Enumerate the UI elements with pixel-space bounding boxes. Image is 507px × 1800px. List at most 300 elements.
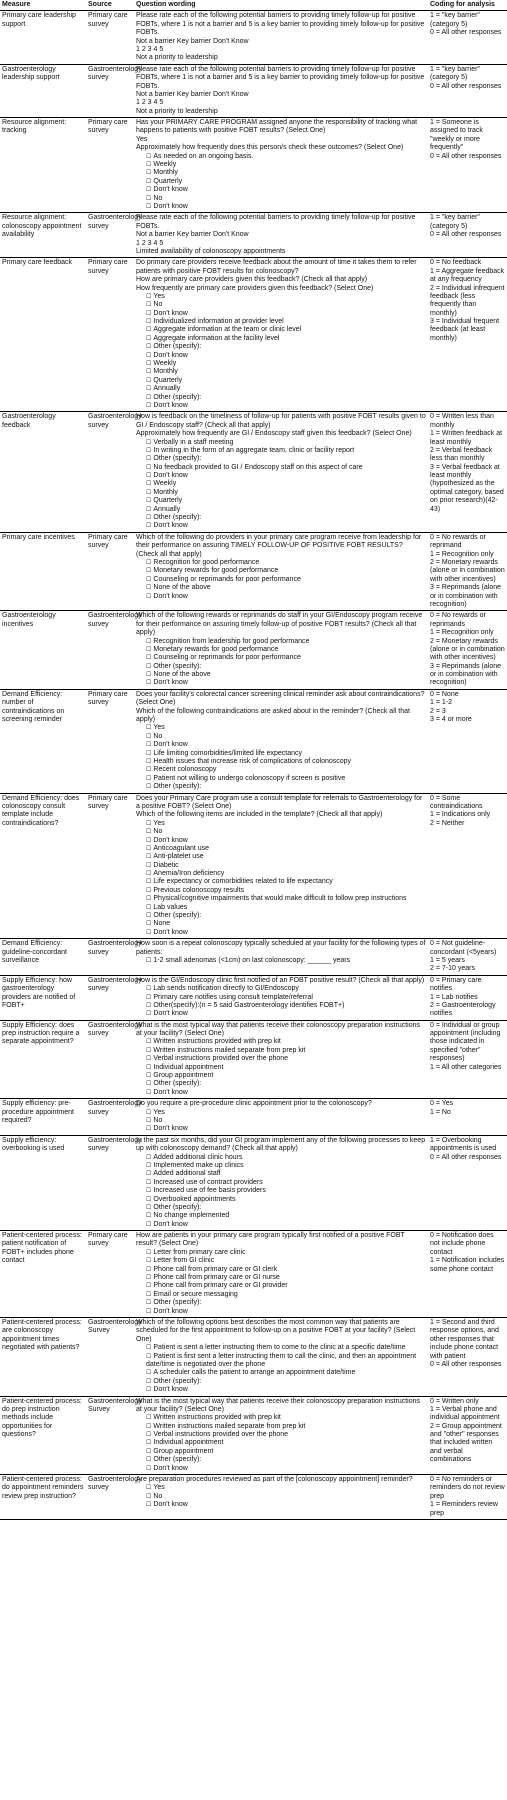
coding-cell bbox=[428, 1396, 507, 1475]
question-text: Please rate each of the following potential barriers to providing timely follow-up for positive FOBTs. bbox=[136, 214, 416, 230]
table-row bbox=[0, 64, 507, 117]
coding-line: 2 = Individual infrequent feedback (less frequently than monthly) bbox=[430, 284, 505, 317]
header-coding: Coding for analysis bbox=[428, 0, 507, 11]
coding-cell bbox=[428, 11, 507, 64]
answer-option: ☐ Written instructions provided with prep kit bbox=[136, 1414, 426, 1422]
coding-line: 0 = All other responses bbox=[430, 231, 502, 239]
coding-cell bbox=[428, 532, 507, 611]
answer-option: ☐ Life expectancy or comorbidities related to life expectancy bbox=[136, 878, 426, 886]
answer-option: ☐ No bbox=[136, 301, 426, 309]
question-text: Which of the following items are included in the template? (Check all that apply) bbox=[136, 811, 383, 819]
answer-option: ☐ Don't know bbox=[136, 310, 426, 318]
answer-option: ☐ No bbox=[136, 195, 426, 203]
answer-option: ☐ Don't know bbox=[136, 741, 426, 749]
table-row bbox=[0, 1135, 507, 1230]
answer-option: ☐ As needed on an ongoing basis. bbox=[136, 153, 426, 161]
coding-line: 3 = Reprimands (alone or in combination with recognition) bbox=[430, 662, 502, 687]
answer-option: ☐ Recognition for good performance bbox=[136, 559, 426, 567]
coding-line: 0 = No rewards or reprimand bbox=[430, 533, 486, 550]
coding-line: 2 = Verbal feedback less than monthly bbox=[430, 446, 493, 463]
question-text: Not a priority to leadership bbox=[136, 54, 218, 62]
header-measure: Measure bbox=[0, 0, 86, 11]
answer-option: ☐ Yes bbox=[136, 1484, 426, 1492]
header-source: Source bbox=[86, 0, 134, 11]
source-cell: Primary care survey bbox=[86, 532, 134, 611]
coding-line: 1 = 1-2 bbox=[430, 699, 452, 707]
answer-option: ☐ Patient is first sent a letter instructing them to call the clinic, and then an appointment date/time is negotiated over the phone bbox=[136, 1353, 426, 1370]
answer-option: ☐ 1-2 small adenomas (<1cm) on last colonoscopy: ______ years bbox=[136, 957, 426, 965]
answer-option: ☐ Monthly bbox=[136, 368, 426, 376]
question-text: How are patients in your primary care program typically first notified of a positive FOBT result? (Select One) bbox=[136, 1232, 405, 1248]
coding-line: 1 = Second and third response options, and other responses that include phone contact with patient bbox=[430, 1318, 499, 1360]
table-row bbox=[0, 1231, 507, 1318]
coding-line: 2 = Gastroenterology notifies bbox=[430, 1001, 496, 1018]
coding-cell bbox=[428, 118, 507, 213]
question-text: Does your facility's colorectal cancer screening clinical reminder ask about contraindications? (Select One) bbox=[136, 690, 425, 707]
answer-option: ☐ Increased use of contract providers bbox=[136, 1179, 426, 1187]
coding-line: 0 = All other responses bbox=[430, 1360, 502, 1368]
answer-option: ☐ Letter from GI clinic bbox=[136, 1257, 426, 1265]
answer-option: ☐ Other (specify): bbox=[136, 912, 426, 920]
question-text: What is the most typical way that patients receive their colonoscopy preparation instructions at your facility? (Select One) bbox=[136, 1397, 421, 1413]
answer-option: ☐ Health issues that increase risk of complications of colonoscopy bbox=[136, 758, 426, 766]
measure-cell: Patient-centered process: do appointment reminders review prep instruction? bbox=[0, 1475, 86, 1520]
coding-line: 2 = Monetary rewards (alone or in combination with other incentives) bbox=[430, 559, 505, 583]
measure-cell: Supply efficiency: pre-procedure appointment required? bbox=[0, 1099, 86, 1136]
answer-option: ☐ Quarterly bbox=[136, 377, 426, 385]
answer-option: ☐ Don't know bbox=[136, 1089, 426, 1097]
question-cell bbox=[134, 611, 428, 690]
question-cell bbox=[134, 412, 428, 532]
question-text: Do primary care providers receive feedback about the amount of time it takes them to refer patients with positive FOBT results for colonoscopy? bbox=[136, 259, 417, 275]
question-text: Does your Primary Care program use a consult template for referrals to Gastroenterology for a positive FOBT? (Select One) bbox=[136, 794, 423, 810]
measure-cell: Gastroenterology leadership support bbox=[0, 64, 86, 117]
answer-option: ☐ Other (specify): bbox=[136, 514, 426, 522]
question-cell bbox=[134, 11, 428, 64]
coding-line: 1 = No bbox=[430, 1108, 451, 1116]
answer-option: ☐ Increased use of fee basis providers bbox=[136, 1187, 426, 1195]
answer-option: ☐ Individual appointment bbox=[136, 1064, 426, 1072]
question-text: Which of the following rewards or reprimands do staff in your GI/Endoscopy program receive for their performance on assuring timely follow-up of positive FOBT results? (Check all that apply) bbox=[136, 612, 423, 637]
measure-cell: Demand Efficiency: does colonoscopy consult template include contraindications? bbox=[0, 793, 86, 939]
answer-option: ☐ Don't know bbox=[136, 679, 426, 687]
question-text: Please rate each of the following potential barriers to providing timely follow-up for positive FOBTs, where 1 is not a barrier and 5 is a key barrier to providing timely follow-up for positive FOBTs. bbox=[136, 65, 425, 90]
measure-cell: Supply Efficiency: how gastroenterology providers are notified of FOBT+ bbox=[0, 975, 86, 1020]
answer-option: ☐ Other (specify): bbox=[136, 1080, 426, 1088]
question-text: 1 2 3 4 5 bbox=[136, 99, 164, 107]
answer-option: ☐ Implemented make up clinics bbox=[136, 1162, 426, 1170]
source-cell: Primary care survey bbox=[86, 1231, 134, 1318]
answer-option: ☐ Anticoagulant use bbox=[136, 845, 426, 853]
coding-cell bbox=[428, 689, 507, 793]
coding-line: 0 = No reminders or reminders do not review prep bbox=[430, 1476, 505, 1500]
coding-line: 1 = "key barrier" (category 5) bbox=[430, 214, 480, 230]
question-cell bbox=[134, 1396, 428, 1475]
answer-option: ☐ Don't know bbox=[136, 1125, 426, 1133]
question-text: Has your PRIMARY CARE PROGRAM assigned anyone the responsibility of tracking what happens to patients with positive FOBT results? (Select One) bbox=[136, 119, 418, 135]
coding-line: 0 = All other responses bbox=[430, 29, 502, 37]
answer-option: ☐ None bbox=[136, 920, 426, 928]
coding-line: 2 = 7-10 years bbox=[430, 965, 475, 973]
answer-option: ☐ Annually bbox=[136, 506, 426, 514]
table-body bbox=[0, 11, 507, 1520]
question-cell bbox=[134, 1317, 428, 1396]
answer-option: ☐ In writing in the form of an aggregate team, clinic or facility report bbox=[136, 447, 426, 455]
measure-cell: Resource alignment: colonoscopy appointment availability bbox=[0, 213, 86, 258]
source-cell: Gastroenterology survey bbox=[86, 975, 134, 1020]
coding-line: 2 = Group appointment and "other" responses that included written and verbal combinations bbox=[430, 1422, 502, 1464]
answer-option: ☐ No bbox=[136, 733, 426, 741]
table-row bbox=[0, 611, 507, 690]
source-cell: Gastroenterology Survey bbox=[86, 1396, 134, 1475]
answer-option: ☐ Phone call from primary care or GI clerk bbox=[136, 1266, 426, 1274]
measure-cell: Patient-centered process: patient notification of FOBT+ includes phone contact bbox=[0, 1231, 86, 1318]
coding-line: 0 = All other responses bbox=[430, 82, 502, 90]
coding-cell bbox=[428, 64, 507, 117]
coding-cell bbox=[428, 1475, 507, 1520]
answer-option: ☐ Don't know bbox=[136, 522, 426, 530]
table-row bbox=[0, 793, 507, 939]
coding-line: 3 = Reprimands (alone or in combination with recognition) bbox=[430, 584, 502, 608]
answer-option: ☐ Don't know bbox=[136, 402, 426, 410]
answer-option: ☐ Aggregate information at the team or clinic level bbox=[136, 326, 426, 334]
question-cell bbox=[134, 793, 428, 939]
table-row bbox=[0, 258, 507, 412]
table-row bbox=[0, 1317, 507, 1396]
coding-line: 1 = Someone is assigned to track "weekly or more frequently" bbox=[430, 119, 483, 152]
answer-option: ☐ Verbal instructions provided over the phone bbox=[136, 1055, 426, 1063]
coding-line: 0 = Written less than monthly bbox=[430, 413, 494, 429]
answer-option: ☐ Patient is sent a letter instructing them to come to the clinic at a specific date/time bbox=[136, 1344, 426, 1352]
answer-option: ☐ Don't know bbox=[136, 472, 426, 480]
answer-option: ☐ Monthly bbox=[136, 489, 426, 497]
coding-line: 1 = Recognition only bbox=[430, 550, 494, 558]
coding-line: 1 = Aggregate feedback at any frequency bbox=[430, 267, 505, 284]
answer-option: ☐ Other (specify): bbox=[136, 1204, 426, 1212]
coding-line: 0 = No feedback bbox=[430, 259, 482, 267]
question-text: Which of the following options best describes the most common way that patients are scheduled for the first appointment to follow-up on a positive FOBT at your facility? (Select One) bbox=[136, 1318, 416, 1343]
coding-line: 0 = All other responses bbox=[430, 1153, 502, 1161]
coding-line: 0 = Notification does not include phone contact bbox=[430, 1232, 494, 1256]
measure-cell: Supply Efficiency: does prep instruction require a separate appointment? bbox=[0, 1020, 86, 1099]
question-cell bbox=[134, 118, 428, 213]
question-text: Not a barrier Key barrier Don't Know bbox=[136, 90, 249, 98]
source-cell: Gastroenterology survey bbox=[86, 939, 134, 976]
answer-option: ☐ Other(specify):(n = 5 said Gastroenterology identifies FOBT+) bbox=[136, 1002, 426, 1010]
source-cell: Gastroenterology survey bbox=[86, 1475, 134, 1520]
answer-option: ☐ Other (specify): bbox=[136, 1456, 426, 1464]
source-cell: Gastroenterology survey bbox=[86, 611, 134, 690]
answer-option: ☐ Quarterly bbox=[136, 178, 426, 186]
answer-option: ☐ No change implemented bbox=[136, 1212, 426, 1220]
question-cell bbox=[134, 1231, 428, 1318]
coding-cell bbox=[428, 1135, 507, 1230]
coding-line: 0 = Individual or group appointment (including those indicated in specified "other" responses) bbox=[430, 1021, 501, 1063]
measure-cell: Supply efficiency: overbooking is used bbox=[0, 1135, 86, 1230]
table-row bbox=[0, 1396, 507, 1475]
answer-option: ☐ Monetary rewards for good performance bbox=[136, 646, 426, 654]
coding-line: 0 = Written only bbox=[430, 1397, 479, 1405]
coding-line: 1 = Lab notifies bbox=[430, 993, 478, 1001]
answer-option: ☐ Written instructions provided with prep kit bbox=[136, 1038, 426, 1046]
question-text: Which of the following do providers in your primary care program receive from leadership for their performance on assuring TIMELY FOLLOW-UP OF POSITIVE FOBT RESULTS? (Check all that apply) bbox=[136, 533, 422, 558]
table-row bbox=[0, 689, 507, 793]
answer-option: ☐ Other (specify): bbox=[136, 1299, 426, 1307]
question-text: How is the GI/Endoscopy clinic first notified of an FOBT positive result? (Check all that apply) bbox=[136, 976, 425, 984]
table-row bbox=[0, 1099, 507, 1136]
answer-option: ☐ Don't know bbox=[136, 837, 426, 845]
table-row bbox=[0, 213, 507, 258]
answer-option: ☐ Don't know bbox=[136, 1465, 426, 1473]
coding-line: 1 = "key barrier" (category 5) bbox=[430, 12, 480, 28]
answer-option: ☐ Added additional clinic hours bbox=[136, 1154, 426, 1162]
answer-option: ☐ Individualized information at provider level bbox=[136, 318, 426, 326]
coding-line: 1 = All other categories bbox=[430, 1063, 502, 1071]
question-text: How soon is a repeat colonoscopy typically scheduled at your facility for the following types of patients: bbox=[136, 940, 426, 956]
table-row bbox=[0, 11, 507, 64]
measure-cell: Primary care incentives bbox=[0, 532, 86, 611]
coding-line: 0 = None bbox=[430, 690, 459, 698]
header-row bbox=[0, 0, 507, 11]
question-text: Do you require a pre-procedure clinic appointment prior to the colonoscopy? bbox=[136, 1100, 372, 1108]
measure-cell: Gastroenterology feedback bbox=[0, 412, 86, 532]
answer-option: ☐ Verbally in a staff meeting bbox=[136, 439, 426, 447]
source-cell: Primary care survey bbox=[86, 118, 134, 213]
measure-cell: Gastroenterology incentives bbox=[0, 611, 86, 690]
coding-line: 2 = 3 bbox=[430, 707, 446, 715]
table-row bbox=[0, 118, 507, 213]
answer-option: ☐ Recognition from leadership for good performance bbox=[136, 638, 426, 646]
table-row bbox=[0, 939, 507, 976]
coding-cell bbox=[428, 258, 507, 412]
answer-option: ☐ Previous colonoscopy results bbox=[136, 887, 426, 895]
question-cell bbox=[134, 1135, 428, 1230]
source-cell: Primary care survey bbox=[86, 258, 134, 412]
answer-option: ☐ Group appointment bbox=[136, 1448, 426, 1456]
coding-cell bbox=[428, 793, 507, 939]
answer-option: ☐ Don't know bbox=[136, 186, 426, 194]
answer-option: ☐ Other (specify): bbox=[136, 783, 426, 791]
answer-option: ☐ Annually bbox=[136, 385, 426, 393]
question-cell bbox=[134, 1475, 428, 1520]
question-cell bbox=[134, 1020, 428, 1099]
answer-option: ☐ Anti-platelet use bbox=[136, 853, 426, 861]
source-cell: Gastroenterology Survey bbox=[86, 1317, 134, 1396]
coding-cell bbox=[428, 1020, 507, 1099]
measure-cell: Demand Efficiency: guideline-concordant surveillance bbox=[0, 939, 86, 976]
answer-option: ☐ No bbox=[136, 828, 426, 836]
coding-line: 1 = Indications only bbox=[430, 811, 491, 819]
question-cell bbox=[134, 939, 428, 976]
answer-option: ☐ Yes bbox=[136, 293, 426, 301]
answer-option: ☐ Primary care notifies using consult template/referral bbox=[136, 994, 426, 1002]
question-text: Not a priority to leadership bbox=[136, 107, 218, 115]
question-text: Not a barrier Key barrier Don't Know bbox=[136, 37, 249, 45]
table-row bbox=[0, 975, 507, 1020]
coding-line: 0 = Yes bbox=[430, 1100, 454, 1108]
answer-option: ☐ Monetary rewards for good performance bbox=[136, 567, 426, 575]
question-text: 1 2 3 4 5 bbox=[136, 45, 164, 53]
answer-option: ☐ No bbox=[136, 1117, 426, 1125]
source-cell: Primary care survey bbox=[86, 11, 134, 64]
coding-cell bbox=[428, 975, 507, 1020]
coding-line: 0 = Some contraindications bbox=[430, 794, 483, 810]
answer-option: ☐ Other (specify): bbox=[136, 1378, 426, 1386]
question-text: 1 2 3 4 5 bbox=[136, 239, 164, 247]
coding-line: 1 = "key barrier" (category 5) bbox=[430, 65, 480, 82]
question-cell bbox=[134, 532, 428, 611]
question-cell bbox=[134, 975, 428, 1020]
coding-cell bbox=[428, 412, 507, 532]
coding-line: 1 = Recognition only bbox=[430, 629, 494, 637]
coding-cell bbox=[428, 213, 507, 258]
measure-cell: Primary care leadership support bbox=[0, 11, 86, 64]
coding-cell bbox=[428, 1099, 507, 1136]
answer-option: ☐ Other (specify): bbox=[136, 455, 426, 463]
coding-line: 3 = 4 or more bbox=[430, 716, 472, 724]
source-cell: Primary care survey bbox=[86, 689, 134, 793]
question-cell bbox=[134, 1099, 428, 1136]
answer-option: ☐ Quarterly bbox=[136, 497, 426, 505]
source-cell: Gastroenterology survey bbox=[86, 1135, 134, 1230]
table-row bbox=[0, 1020, 507, 1099]
answer-option: ☐ Don't know bbox=[136, 1308, 426, 1316]
answer-option: ☐ Don't know bbox=[136, 1221, 426, 1229]
coding-line: 1 = Verbal phone and individual appointment bbox=[430, 1405, 500, 1422]
coding-cell bbox=[428, 1231, 507, 1318]
answer-option: ☐ Weekly bbox=[136, 161, 426, 169]
answer-option: ☐ Lab sends notification directly to GI/Endoscopy bbox=[136, 985, 426, 993]
answer-option: ☐ Individual appointment bbox=[136, 1439, 426, 1447]
coding-line: 0 = Not guideline-concordant (<5years) bbox=[430, 940, 497, 956]
answer-option: ☐ Don't know bbox=[136, 929, 426, 937]
answer-option: ☐ Verbal instructions provided over the phone bbox=[136, 1431, 426, 1439]
source-cell: Gastroenterology survey bbox=[86, 412, 134, 532]
measure-cell: Primary care feedback bbox=[0, 258, 86, 412]
question-text: How frequently are primary care providers given this feedback? (Select One) bbox=[136, 284, 374, 292]
answer-option: ☐ Counseling or reprimands for poor performance bbox=[136, 654, 426, 662]
coding-cell bbox=[428, 1317, 507, 1396]
answer-option: ☐ Letter from primary care clinic bbox=[136, 1249, 426, 1257]
answer-option: ☐ Lab values bbox=[136, 904, 426, 912]
answer-option: ☐ Weekly bbox=[136, 480, 426, 488]
answer-option: ☐ Yes bbox=[136, 724, 426, 732]
answer-option: ☐ Don't know bbox=[136, 1010, 426, 1018]
answer-option: ☐ Physical/cognitive impairments that would make difficult to follow prep instructions bbox=[136, 895, 426, 903]
answer-option: ☐ Yes bbox=[136, 820, 426, 828]
question-cell bbox=[134, 689, 428, 793]
answer-option: ☐ A scheduler calls the patient to arrange an appointment date/time bbox=[136, 1369, 426, 1377]
coding-line: 0 = Primary care notifies bbox=[430, 976, 482, 993]
question-text: Which of the following contraindications are asked about in the reminder? (Check all that apply) bbox=[136, 707, 410, 724]
measure-cell: Patient-centered process: do prep instruction methods include opportunities for questions? bbox=[0, 1396, 86, 1475]
answer-option: ☐ Recent colonoscopy bbox=[136, 766, 426, 774]
coding-line: 2 = Neither bbox=[430, 819, 465, 827]
answer-option: ☐ Don't know bbox=[136, 203, 426, 211]
answer-option: ☐ None of the above bbox=[136, 671, 426, 679]
question-text: What is the most typical way that patients receive their colonoscopy preparation instructions at your facility? (Select One) bbox=[136, 1021, 421, 1038]
answer-option: ☐ Don't know bbox=[136, 593, 426, 601]
answer-option: ☐ Other (specify): bbox=[136, 394, 426, 402]
answer-option: ☐ Email or secure messaging bbox=[136, 1291, 426, 1299]
measure-cell: Resource alignment: tracking bbox=[0, 118, 86, 213]
measure-cell: Demand Efficiency: number of contraindications on screening reminder bbox=[0, 689, 86, 793]
answer-option: ☐ Don't know bbox=[136, 1386, 426, 1394]
answer-option: ☐ Added additional staff bbox=[136, 1170, 426, 1178]
source-cell: Gastroenterology survey bbox=[86, 1099, 134, 1136]
table-row bbox=[0, 1475, 507, 1520]
coding-line: 0 = No rewards or reprimands bbox=[430, 612, 486, 628]
question-text: Approximately how frequently does this person/s check these outcomes? (Select One) bbox=[136, 144, 404, 152]
answer-option: ☐ Patient not willing to undergo colonoscopy if screen is positive bbox=[136, 775, 426, 783]
answer-option: ☐ Don't know bbox=[136, 1501, 426, 1509]
question-text: Approximately how frequently are GI / Endoscopy staff given this feedback? (Select One) bbox=[136, 430, 412, 438]
measure-cell: Patient-centered process: are colonoscopy appointment times negotiated with patients? bbox=[0, 1317, 86, 1396]
answer-option: ☐ Monthly bbox=[136, 169, 426, 177]
coding-line: 1 = Notification includes some phone contact bbox=[430, 1257, 505, 1273]
answer-option: ☐ Anemia/Iron deficiency bbox=[136, 870, 426, 878]
table-row bbox=[0, 532, 507, 611]
source-cell: Gastroenterology survey bbox=[86, 64, 134, 117]
answer-option: ☐ None of the above bbox=[136, 584, 426, 592]
coding-line: 3 = Verbal feedback at least monthly (hypothesized as the optimal category, based on prior research)(42-43) bbox=[430, 463, 504, 513]
question-text: Not a barrier Key barrier Don't Know bbox=[136, 231, 249, 239]
answer-option: ☐ No bbox=[136, 1493, 426, 1501]
source-cell: Primary care survey bbox=[86, 793, 134, 939]
question-text: How is feedback on the timeliness of follow-up for patients with positive FOBT results given to GI / Endoscopy staff? (Check all that apply) bbox=[136, 413, 426, 429]
coding-line: 0 = All other responses bbox=[430, 152, 502, 160]
answer-option: ☐ Counseling or reprimands for poor performance bbox=[136, 576, 426, 584]
coding-line: 3 = Individual frequent feedback (at least monthly) bbox=[430, 318, 500, 342]
header-question: Question wording bbox=[134, 0, 428, 11]
answer-option: ☐ Written instructions mailed separate from prep kit bbox=[136, 1423, 426, 1431]
question-text: Limited availability of colonoscopy appointments bbox=[136, 247, 286, 255]
question-text: In the past six months, did your GI program implement any of the following processes to keep up with colonoscopy demand? (Check all that apply) bbox=[136, 1136, 426, 1153]
table-row bbox=[0, 412, 507, 532]
coding-cell bbox=[428, 939, 507, 976]
coding-line: 1 = Reminders review prep bbox=[430, 1501, 498, 1517]
coding-line: 1 = Overbooking appointments is used bbox=[430, 1136, 497, 1153]
answer-option: ☐ Phone call from primary care or GI provider bbox=[136, 1282, 426, 1290]
source-cell: Gastroenterology survey bbox=[86, 213, 134, 258]
answer-option: ☐ Other (specify): bbox=[136, 663, 426, 671]
coding-line: 1 = Written feedback at least monthly bbox=[430, 430, 503, 446]
answer-option: ☐ Group appointment bbox=[136, 1072, 426, 1080]
answer-option: ☐ Written instructions mailed separate from prep kit bbox=[136, 1047, 426, 1055]
answer-option: ☐ Diabetic bbox=[136, 862, 426, 870]
answer-option: ☐ No feedback provided to GI / Endoscopy staff on this aspect of care bbox=[136, 464, 426, 472]
coding-line: 2 = Monetary rewards (alone or in combination with other incentives) bbox=[430, 637, 505, 662]
coding-line: 1 = 5 years bbox=[430, 956, 465, 964]
answer-option: ☐ Aggregate information at the facility level bbox=[136, 335, 426, 343]
question-cell bbox=[134, 213, 428, 258]
answer-option: ☐ Don't know bbox=[136, 352, 426, 360]
source-cell: Gastroenterology survey bbox=[86, 1020, 134, 1099]
coding-cell bbox=[428, 611, 507, 690]
question-cell bbox=[134, 64, 428, 117]
question-text: Are preparation procedures reviewed as part of the [colonoscopy appointment] reminder? bbox=[136, 1476, 413, 1484]
answer-option: ☐ Life limiting comorbidities/limited life expectancy bbox=[136, 750, 426, 758]
question-text: Please rate each of the following potential barriers to providing timely follow-up for positive FOBTs, where 1 is not a barrier and 5 is a key barrier to providing timely follow-up for positive FOBTs. bbox=[136, 12, 425, 37]
answer-option: ☐ Phone call from primary care or GI nurse bbox=[136, 1274, 426, 1282]
answer-option: ☐ Other (specify): bbox=[136, 343, 426, 351]
answer-option: ☐ Yes bbox=[136, 1109, 426, 1117]
question-text: Yes bbox=[136, 135, 148, 143]
question-text: How are primary care providers given this feedback? (Check all that apply) bbox=[136, 276, 368, 284]
question-cell bbox=[134, 258, 428, 412]
answer-option: ☐ Weekly bbox=[136, 360, 426, 368]
answer-option: ☐ Overbooked appointments bbox=[136, 1196, 426, 1204]
